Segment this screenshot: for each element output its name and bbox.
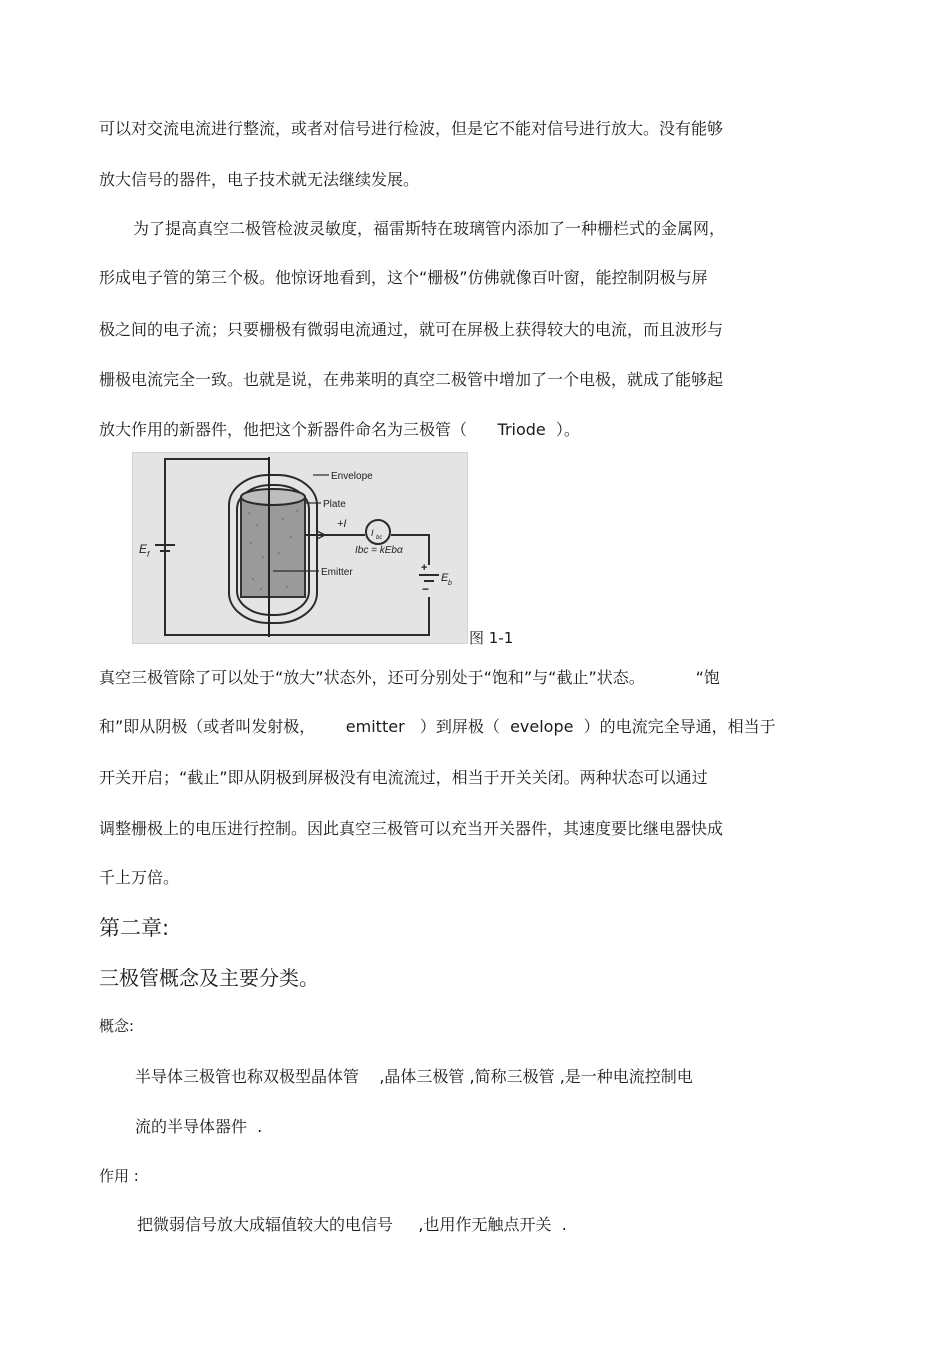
paragraph-line: 放大信号的器件，电子技术就无法继续发展。 <box>99 170 420 189</box>
label-meter: I <box>371 528 374 538</box>
paragraph-line: 放大作用的新器件，他把这个新器件命名为三极管（ Triode ）。 <box>99 420 580 439</box>
label-equation: Ibc = kEbα <box>355 545 403 556</box>
paragraph-line: 形成电子管的第三个极。他惊讶地看到，这个“栅极”仿佛就像百叶窗，能控制阴极与屏 <box>99 268 708 287</box>
paragraph-line: 为了提高真空二极管检波灵敏度，福雷斯特在玻璃管内添加了一种栅栏式的金属网， <box>133 219 726 238</box>
label-plus: + <box>421 562 428 574</box>
label-meter-sub: bc <box>376 535 383 541</box>
section-title: 三极管概念及主要分类。 <box>99 966 319 990</box>
paragraph-line: 极之间的电子流；只要栅极有微弱电流通过，就可在屏极上获得较大的电流，而且波形与 <box>99 320 724 339</box>
paragraph-line: 可以对交流电流进行整流，或者对信号进行检波，但是它不能对信号进行放大。没有能够 <box>99 119 724 138</box>
chapter-heading: 第二章: <box>99 916 170 940</box>
label-emitter: Emitter <box>321 567 353 578</box>
label-eb-sub: b <box>448 580 452 587</box>
label-envelope: Envelope <box>331 471 373 482</box>
concept-text-line: 流的半导体器件 . <box>135 1117 263 1136</box>
paragraph-line: 开关开启；“截止”即从阴极到屏极没有电流流过，相当于开关关闭。两种状态可以通过 <box>99 768 708 787</box>
paragraph-line: 和”即从阴极（或者叫发射极， emitter ）到屏极（ evelope ）的电流完全导通，相当于 <box>99 717 776 736</box>
concept-label: 概念: <box>99 1017 135 1035</box>
triode-figure <box>132 452 468 644</box>
function-label: 作用 : <box>99 1167 139 1185</box>
paragraph-line: 栅极电流完全一致。也就是说，在弗莱明的真空二极管中增加了一个电极，就成了能够起 <box>99 370 724 389</box>
figure-caption: 图 1-1 <box>469 629 514 647</box>
paragraph-line: 真空三极管除了可以处于“放大”状态外，还可分别处于“饱和”与“截止”状态。 “饱 <box>99 668 720 687</box>
label-ef: E <box>139 542 148 556</box>
triode-diagram <box>133 453 467 643</box>
paragraph-line: 千上万倍。 <box>99 868 180 887</box>
label-plate: Plate <box>323 499 346 510</box>
paragraph-line: 调整栅极上的电压进行控制。因此真空三极管可以充当开关器件，其速度要比继电器快成 <box>99 819 724 838</box>
label-minus: − <box>422 582 430 596</box>
label-ef-sub: f <box>147 550 150 559</box>
label-eb: E <box>441 572 449 584</box>
label-current: +I <box>337 518 347 530</box>
function-text: 把微弱信号放大成辐值较大的电信号 ,也用作无触点开关 . <box>137 1215 567 1234</box>
concept-text-line: 半导体三极管也称双极型晶体管 ,晶体三极管 ,简称三极管 ,是一种电流控制电 <box>135 1067 693 1086</box>
